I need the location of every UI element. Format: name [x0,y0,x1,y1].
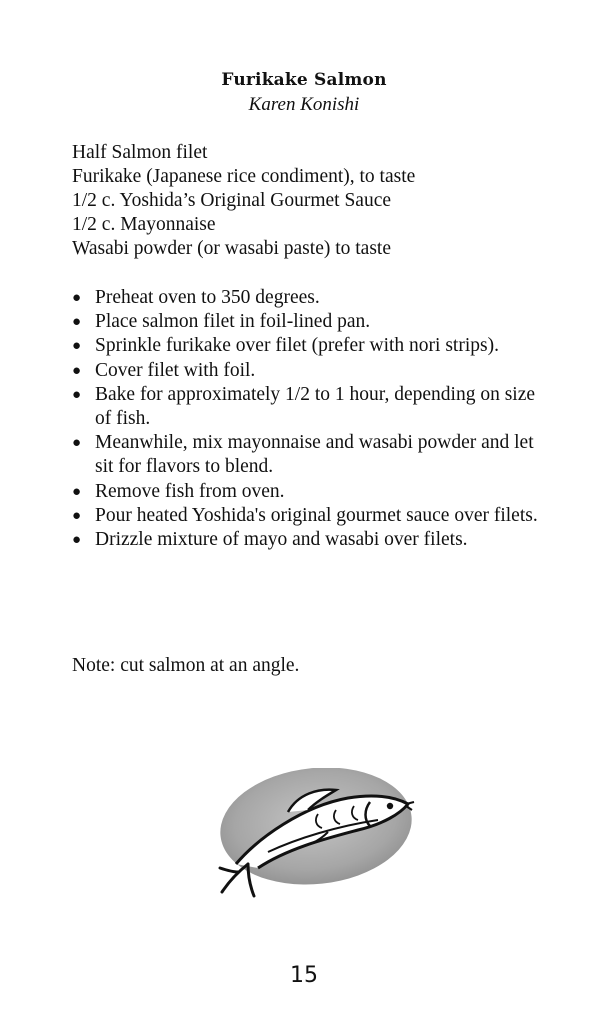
recipe-title: Furikake Salmon [221,70,387,90]
recipe-note: Note: cut salmon at an angle. [72,655,300,676]
steps-list [72,286,542,552]
step-item [72,334,542,358]
recipe-author: Karen Konishi [248,94,360,115]
ingredient-item: 1/2 c. Yoshida’s Original Gourmet Sauce [72,190,392,211]
step-text: Place salmon filet in foil-lined pan. [95,311,371,333]
ingredient-item: Furikake (Japanese rice condiment), to taste [72,166,416,187]
fish-tail [220,864,254,896]
bullet-icon: ● [72,435,82,452]
step-item [72,310,542,334]
step-item [72,431,542,479]
step-text: Preheat oven to 350 degrees. [95,287,320,308]
bullet-icon: ● [72,314,82,331]
step-text: Sprinkle furikake over filet (prefer with nori strips). [95,335,499,357]
ingredient-item: Half Salmon filet [72,142,208,163]
step-item [72,480,542,504]
bullet-icon: ● [72,338,82,355]
bullet-icon: ● [72,483,82,500]
ingredient-item: 1/2 c. Mayonnaise [72,214,216,235]
step-text: Remove fish from oven. [95,480,285,502]
fish-illustration [208,768,418,900]
step-item [72,383,542,431]
fish-eye [387,803,393,809]
step-text: Pour heated Yoshida's original gourmet sauce over filets. [95,504,538,526]
step-item [72,286,542,310]
bullet-icon: ● [72,362,82,379]
step-item [72,528,542,552]
fish-icon [208,768,418,900]
step-text: Cover filet with foil. [95,359,256,381]
ingredient-item: Wasabi powder (or wasabi paste) to taste [72,238,391,259]
step-text: Bake for approximately 1/2 to 1 hour, depending on size of fish. [95,383,536,430]
ingredients-list [72,141,572,261]
bullet-icon: ● [72,532,82,549]
page-number: 15 [290,963,318,988]
step-item [72,504,542,528]
bullet-icon: ● [72,290,82,306]
step-text: Meanwhile, mix mayonnaise and wasabi powder and let sit for flavors to blend. [95,432,534,478]
step-item [72,359,542,383]
bullet-icon: ● [72,507,82,524]
step-text: Drizzle mixture of mayo and wasabi over filets. [95,529,468,551]
bullet-icon: ● [72,386,82,403]
